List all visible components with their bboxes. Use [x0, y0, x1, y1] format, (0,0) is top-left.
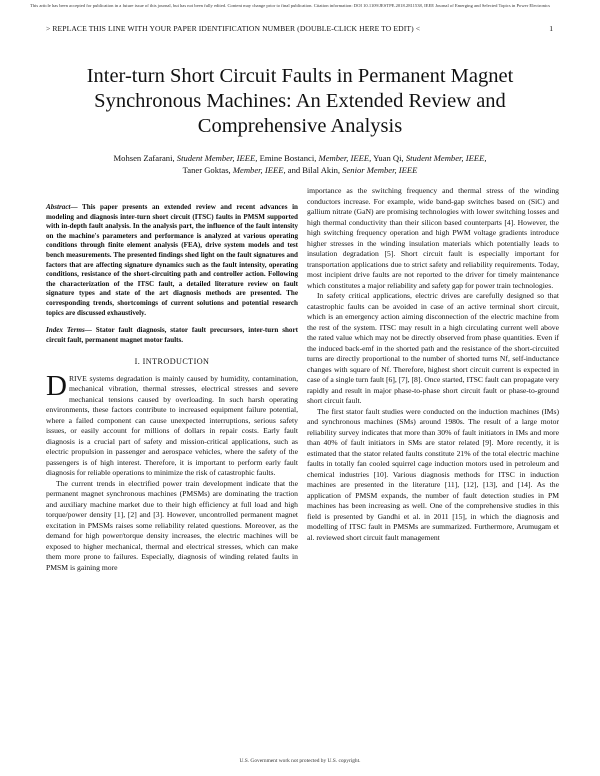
author-affiliation: Student Member, IEEE,: [405, 153, 487, 163]
index-terms-text: — Stator fault diagnosis, stator fault precursors, inter-turn short circuit fault, permanent magnet motor faults.: [46, 326, 298, 344]
author-list: [40, 152, 560, 176]
body-paragraph: The current trends in electrified power train development indicate that the permanent magnet synchronous machines (PMSMs) are dominating the traction and auxiliary machine market due to their high efficiency at full load and high torque/power density [1], [2] and [3]. However, uncontrolled permanent magnet excitation in PMSMs raises some reliability related questions. Moreover, as the demand for high power/torque density increases, the electric machines will be exposed to higher mechanical, thermal and electrical stresses, which can make them more prone to failures. Especially, diagnosis of winding related faults in PMSM is gaining more: [46, 478, 298, 572]
author-name: Taner Goktas,: [182, 165, 233, 175]
body-paragraph: importance as the switching frequency and thermal stress of the winding conductors increase. For example, wide band-gap switches based on (SiC) and gallium nitrate (GaN) are promising technologies with lower switching losses and high thermal conductivity than their silicon based counterparts [4]. However, the high switching frequency operation and high PWM voltage gradients introduce higher stresses in the winding insulation materials which potentially leads to insulation degradation [5]. Short circuit fault is especially important for transportation applications due to strict safety and reliability requirements. Today, most incipient drive faults are not reported to the driver for timely maintenance which constitutes a major reliability and safety gap for power train technologies.: [307, 186, 559, 290]
author-name: , Emine Bostanci,: [255, 153, 319, 163]
right-column: [307, 186, 559, 543]
page-number: 1: [549, 24, 553, 33]
left-column: [46, 196, 298, 573]
author-affiliation: Member, IEEE: [232, 165, 284, 175]
index-terms-label: Index Terms: [46, 326, 85, 335]
author-affiliation: Member, IEEE: [318, 153, 370, 163]
author-name: , Yuan Qi,: [369, 153, 406, 163]
author-affiliation: Senior Member, IEEE: [342, 165, 418, 175]
copyright-footer: U.S. Government work not protected by U.S. copyright.: [239, 758, 361, 764]
body-paragraph: The first stator fault studies were conducted on the induction machines (IMs) and synchronous machines (SMs) around 1980s. The result of a large motor reliability survey indicates that more than 30% of fault initiators in IMs and more than 40% of fault initiators in SMs are stator related [9]. More recently, it is estimated that the stator related faults constitute 21% of the total electric machine faults in totally fan cooled squirrel cage induction motors used in petroleum and chemical industries [10]. Various diagnosis methods for ITSC in induction machines are presented in the literature [11], [12], [13], and [14]. As the application of PMSM expands, the number of fault detection studies in PM machines has been increasing as well. One of the comprehensive studies in this field is presented by Gandhi et al. in 2011 [15], in which the diagnosis and modelling of ITSC fault in PMSMs are summarized. Furthermore, Arumugam et al. reviewed short circuit fault management: [307, 406, 559, 542]
running-head: > REPLACE THIS LINE WITH YOUR PAPER IDENTIFICATION NUMBER (DOUBLE-CLICK HERE TO EDIT) <: [46, 24, 421, 33]
intro-paragraph-text: RIVE systems degradation is mainly caused by humidity, contamination, mechanical vibration, thermal stresses, electrical stresses and severe mechanical tensions caused by overloading. In such harsh operating environments, these factors contribute to increased equipment failure potential, where a failed component can cause unexpected interruptions, serious safety issues, or easily account for millions of dollars in repair costs. Early fault diagnosis is a crucial part of safety and mission-critical applications, such as electric propulsion in passenger and aerospace vehicles, where the safety of the passengers is of high interest. Therefore, it is important to perform early fault diagnosis for reliable operations to minimize the risk of catastrophic faults.: [46, 373, 298, 478]
publication-notice: This article has been accepted for publication in a future issue of this journal, but has not been fully edited. Content may change prior to final publication. Citation information: DOI 10.1109/JESTPE.2018.2811538, IEEE Journal of Emerging and Selected Topics in Power Electronics: [30, 3, 551, 8]
abstract-label: Abstract: [46, 203, 71, 211]
index-terms: [46, 326, 298, 345]
drop-cap: D: [46, 369, 67, 402]
paper-title: Inter-turn Short Circuit Faults in Permanent Magnet Synchronous Machines: An Extended Review and Comprehensive Analysis: [86, 65, 514, 137]
author-affiliation: Student Member, IEEE: [176, 153, 256, 163]
author-name: Mohsen Zafarani,: [113, 153, 177, 163]
intro-paragraph: [46, 369, 298, 479]
author-name: , and Bilal Akin,: [283, 165, 343, 175]
abstract-text: — This paper presents an extended review and recent advances in modeling and diagnosis inter-turn short circuit (ITSC) faults in PMSM supported with in-depth fault analysis. In the analysis part, the influence of the fault intensity on the machine's parameters and performance is analyzed at various operating conditions through finite element analysis (FEA), drive system models and test bench measurements. The presented findings shed light on the fault signatures and factors that are affecting signature dynamics such as the fault intensity, operating conditions, resistance of the short-circuiting path and controller action. Following the characterization of the ITSC fault, a detailed literature review on fault signature types and state of the art diagnosis methods are presented. The corresponding trends, shortcomings of current solutions and potential research topics are discussed exhaustively.: [46, 203, 298, 317]
abstract: [46, 203, 298, 318]
section-heading-introduction: I. INTRODUCTION: [134, 357, 210, 367]
body-paragraph: In safety critical applications, electric drives are carefully designed so that catastrophic faults can be avoided in case of an active terminal short circuit, which is an emergency action aiming disconnection of the electric machine from the rest of the system. ITSC may result in a high circulating current well above the rated value which may not be directly observed from phase quantities. Even if the induced back-emf in the shorted path and the resistance of the short-circuited turns are directly proportional to the number of shorted turns Nf, self-inductance changes with square of Nf. Therefore, highest short circuit current is expected in case of a single turn fault [6], [7], [8]. Once started, ITSC fault can propagate very rapidly and result in major phase-to-phase short circuit fault or phase-to-ground short circuit fault.: [307, 291, 559, 405]
